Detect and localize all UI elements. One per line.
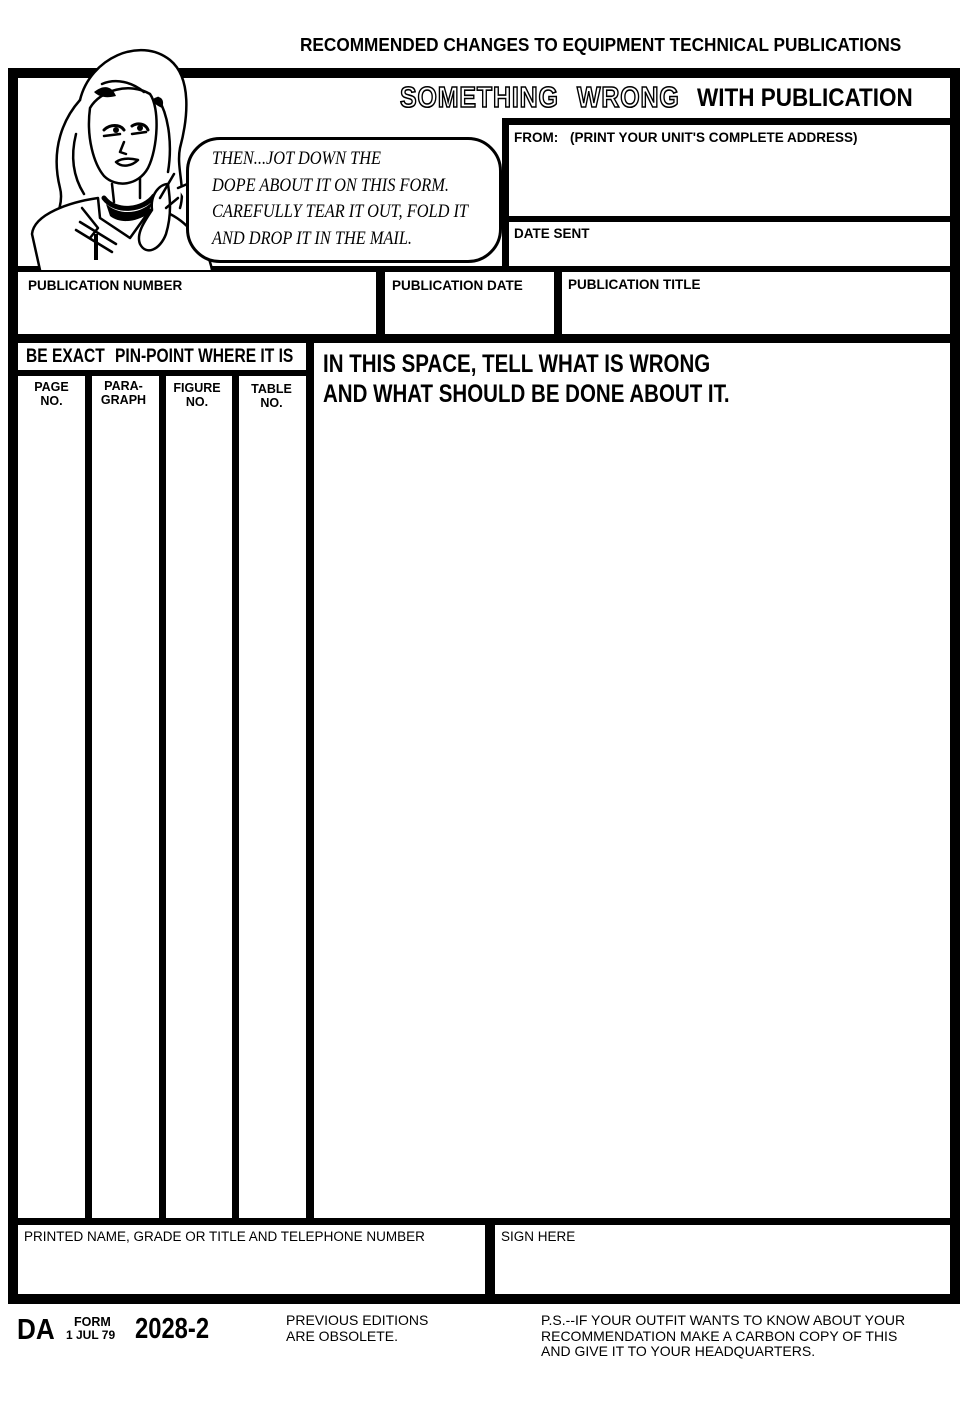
bubble-line-4: AND DROP IT IN THE MAIL. <box>212 227 413 249</box>
footer-da: DA <box>17 1314 55 1346</box>
form-header-title: RECOMMENDED CHANGES TO EQUIPMENT TECHNICAL PUBLICATIONS <box>300 34 902 55</box>
description-area[interactable] <box>314 343 950 1218</box>
printed-name-field[interactable] <box>18 1225 485 1294</box>
table-no-column[interactable] <box>239 376 306 1218</box>
publication-title-label: PUBLICATION TITLE <box>568 277 701 292</box>
footer-form-date: 1 JUL 79 <box>66 1328 116 1342</box>
previous-line-1: PREVIOUS EDITIONS <box>286 1312 429 1328</box>
footer-form-label: FORM <box>74 1315 111 1329</box>
page-no-header-line1: PAGE <box>34 380 69 394</box>
from-field[interactable] <box>509 125 950 216</box>
page-no-header <box>18 380 85 408</box>
banner-wrong: WRONG <box>577 82 680 114</box>
paragraph-header-line1: PARA- <box>104 379 143 393</box>
from-hint: (PRINT YOUR UNIT'S COMPLETE ADDRESS) <box>570 130 858 145</box>
sign-here-field[interactable] <box>495 1225 950 1294</box>
bubble-line-1: THEN...JOT DOWN THE <box>212 148 382 169</box>
ps-line-3: AND GIVE IT TO YOUR HEADQUARTERS. <box>541 1343 816 1359</box>
instructions-line-1: IN THIS SPACE, TELL WHAT IS WRONG <box>323 350 711 378</box>
footer-ps-note <box>541 1313 905 1360</box>
sign-here-label: SIGN HERE <box>501 1229 576 1244</box>
date-sent-label: DATE SENT <box>514 226 590 241</box>
table-no-header-line2: NO. <box>260 396 283 410</box>
publication-number-label: PUBLICATION NUMBER <box>28 278 183 293</box>
publication-number-field[interactable] <box>18 272 376 334</box>
bubble-line-2: DOPE ABOUT IT ON THIS FORM. <box>212 174 449 196</box>
paragraph-column[interactable] <box>92 376 159 1218</box>
footer-form-number: 2028-2 <box>135 1313 210 1345</box>
previous-line-2: ARE OBSOLETE. <box>286 1327 399 1344</box>
figure-no-header <box>166 381 228 409</box>
table-no-header <box>239 382 304 410</box>
instructions-text <box>323 349 730 409</box>
figure-no-header-line1: FIGURE <box>173 381 221 395</box>
pinpoint-header <box>18 343 306 370</box>
banner-with-publication: WITH PUBLICATION <box>697 84 913 112</box>
ps-line-2: RECOMMENDATION MAKE A CARBON COPY OF THIS <box>541 1327 898 1344</box>
be-exact-label: BE EXACT <box>26 346 105 367</box>
figure-no-column[interactable] <box>166 376 232 1218</box>
paragraph-header-line2: GRAPH <box>100 393 147 407</box>
publication-date-label: PUBLICATION DATE <box>392 278 523 293</box>
page-no-header-line2: NO. <box>40 394 63 408</box>
pin-point-label: PIN-POINT WHERE IT IS <box>115 346 294 367</box>
instructions-line-2: AND WHAT SHOULD BE DONE ABOUT IT. <box>323 380 730 408</box>
bubble-text <box>212 146 468 252</box>
ps-line-1: P.S.--IF YOUR OUTFIT WANTS TO KNOW ABOUT YOUR <box>541 1312 906 1328</box>
banner-something: SOMETHING <box>400 82 559 114</box>
footer-previous-editions <box>286 1313 428 1344</box>
paragraph-header <box>92 379 155 407</box>
figure-no-header-line2: NO. <box>185 395 209 409</box>
page-no-column[interactable] <box>18 376 85 1218</box>
table-no-header-line1: TABLE <box>251 382 292 396</box>
from-label: FROM: <box>514 130 559 145</box>
bubble-line-3: CAREFULLY TEAR IT OUT, FOLD IT <box>212 201 469 222</box>
publication-title-field[interactable] <box>562 272 950 334</box>
printed-name-label: PRINTED NAME, GRADE OR TITLE AND TELEPHONE NUMBER <box>24 1229 425 1244</box>
date-sent-field[interactable] <box>509 222 950 266</box>
publication-date-field[interactable] <box>385 272 554 334</box>
